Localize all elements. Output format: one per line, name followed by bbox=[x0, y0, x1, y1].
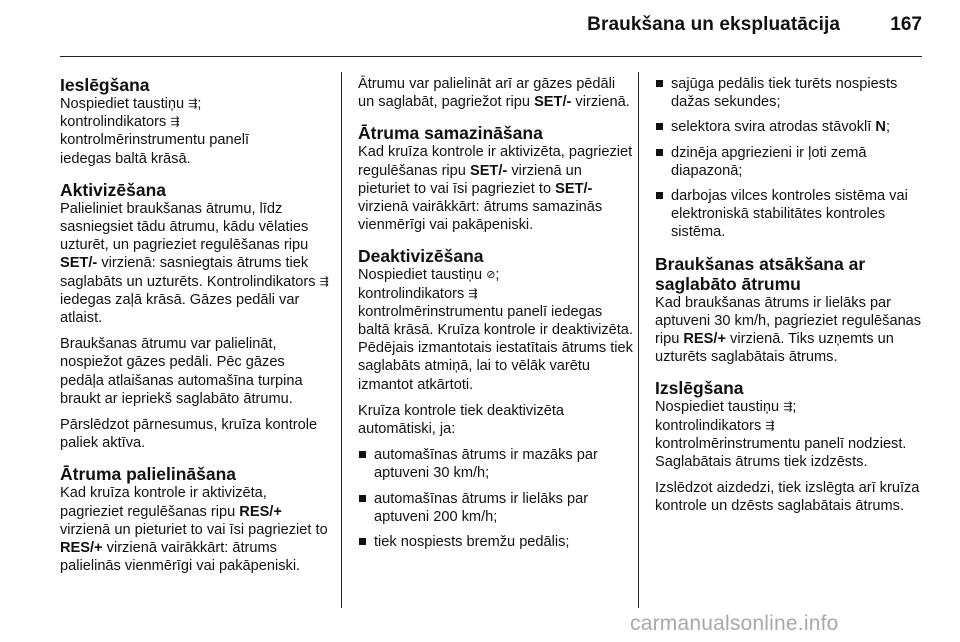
paragraph: Kruīza kontrole tiek deaktivizēta automātiski, ja: bbox=[358, 402, 565, 438]
page-number: 167 bbox=[890, 14, 922, 35]
section-speed-increase bbox=[60, 464, 332, 575]
paragraph bbox=[60, 95, 332, 168]
control-label: RES/+ bbox=[60, 540, 103, 557]
control-label: RES/+ bbox=[239, 503, 282, 520]
list-item: tiek nospiests bremžu pedālis; bbox=[358, 533, 633, 551]
list-item: dzinēja apgriezieni ir ļoti zemā diapazonā; bbox=[655, 144, 930, 180]
section-deactivation bbox=[358, 246, 633, 551]
list-item: sajūga pedālis tiek turēts nospiests dažas sekundes; bbox=[655, 75, 930, 111]
text: ; bbox=[792, 399, 797, 416]
control-label: SET/- bbox=[555, 180, 593, 197]
list-item: automašīnas ātrums ir lielāks par aptuveni 200 km/h; bbox=[358, 490, 633, 526]
page-title: Braukšana un ekspluatācija bbox=[587, 14, 840, 35]
text: ; bbox=[197, 96, 202, 112]
control-label: SET/- bbox=[60, 255, 98, 272]
paragraph bbox=[655, 294, 930, 367]
list-item: darbojas vilces kontroles sistēma vai elektroniskā stabilitātes kontroles sistēma. bbox=[655, 187, 930, 242]
text: kontrolindikators bbox=[60, 114, 171, 131]
control-label: RES/+ bbox=[683, 331, 726, 348]
section-heading: Ieslēgšana bbox=[60, 75, 150, 95]
watermark: carmanualsonline.info bbox=[630, 612, 839, 635]
text: virzienā un pieturiet to vai īsi pagrieziet to bbox=[358, 162, 582, 197]
header-divider bbox=[60, 56, 922, 57]
list-item: automašīnas ātrums ir mazāks par aptuveni 30 km/h; bbox=[358, 446, 633, 482]
text: iedegas baltā krāsā. bbox=[60, 150, 191, 167]
section-heading: Braukšanas atsākšana ar saglabāto ātrumu bbox=[655, 253, 866, 294]
text: Kad kruīza kontrole ir aktivizēta, pagrieziet regulēšanas ripu bbox=[358, 144, 633, 179]
text: Palieliniet braukšanas ātrumu, līdz sasniegsiet tādu ātrumu, kādu vēlaties uzturēt, un pagrieziet regulēšanas ripu bbox=[60, 200, 309, 254]
text: Ātrumu var palielināt arī ar gāzes pēdāli un saglabāt, pagriežot ripu bbox=[358, 76, 616, 111]
column-divider bbox=[341, 72, 342, 608]
text: Nospiediet taustiņu bbox=[60, 96, 189, 112]
section-resume bbox=[655, 254, 930, 367]
text: kontrolmērinstrumentu panelī bbox=[60, 132, 249, 149]
section-switch-off bbox=[655, 378, 930, 515]
paragraph bbox=[60, 200, 332, 327]
column-divider bbox=[638, 72, 639, 608]
section-heading: Aktivizēšana bbox=[60, 179, 167, 200]
column-2 bbox=[358, 75, 633, 559]
cruise-control-icon: ⇶ bbox=[170, 116, 180, 129]
text: Kad kruīza kontrole ir aktivizēta, pagrieziet regulēšanas ripu bbox=[60, 485, 267, 520]
text: virzienā. bbox=[571, 94, 630, 111]
cruise-control-icon: ⇶ bbox=[468, 287, 478, 300]
cruise-control-icon: ⇶ bbox=[188, 98, 198, 110]
section-heading: Ātruma samazināšana bbox=[358, 123, 543, 144]
section-heading: Izslēgšana bbox=[655, 378, 744, 399]
paragraph bbox=[358, 266, 633, 393]
paragraph bbox=[358, 143, 633, 234]
control-label: SET/- bbox=[534, 94, 572, 111]
page-header bbox=[0, 0, 960, 58]
text: ; bbox=[885, 119, 891, 136]
column-1 bbox=[60, 75, 332, 583]
cruise-control-icon: ⇶ bbox=[783, 401, 793, 414]
text: virzienā: sasniegtais ātrums tiek saglabāts un uzturēts. Kontrolindikators bbox=[60, 255, 320, 290]
text: Nospiediet taustiņu bbox=[358, 267, 487, 284]
section-switch-on bbox=[60, 75, 332, 168]
text: kontrolindikators bbox=[655, 417, 766, 434]
cruise-control-icon: ⇶ bbox=[319, 275, 329, 288]
gear-position-label: N bbox=[875, 119, 886, 136]
list-item bbox=[655, 118, 930, 136]
column-3 bbox=[655, 75, 930, 524]
text: virzienā. Tiks uzņemts un uzturēts saglabātais ātrums. bbox=[655, 331, 894, 366]
paragraph: Pārslēdzot pārnesumus, kruīza kontrole paliek aktīva. bbox=[60, 417, 318, 452]
paragraph: Izslēdzot aizdedzi, tiek izslēgta arī kruīza kontrole un dzēsts saglabātais ātrums. bbox=[655, 480, 920, 515]
text: selektora svira atrodas stāvoklī bbox=[671, 119, 876, 136]
bullet-list bbox=[655, 75, 930, 242]
bullet-list bbox=[358, 446, 633, 551]
section-heading: Deaktivizēšana bbox=[358, 246, 484, 267]
paragraph bbox=[60, 484, 332, 575]
paragraph: Braukšanas ātrumu var palielināt, nospiežot gāzes pedāli. Pēc gāzes pedāļa atlaišanas automašīna turpina braukt ar iepriekš saglabāto ātrumu. bbox=[60, 336, 303, 407]
text: virzienā vairākkārt: ātrums palielinās vienmērīgi vai pakāpeniski. bbox=[60, 540, 301, 575]
paragraph bbox=[358, 75, 633, 111]
cancel-icon: ⊘ bbox=[486, 269, 496, 282]
text: kontrolmērinstrumentu panelī nodziest. Saglabātais ātrums tiek izdzēsts. bbox=[655, 435, 907, 471]
text: virzienā un pieturiet to vai īsi pagrieziet to bbox=[60, 521, 328, 538]
section-heading: Ātruma palielināšana bbox=[60, 464, 237, 485]
cruise-control-icon: ⇶ bbox=[765, 419, 775, 432]
text: Kad braukšanas ātrums ir lielāks par aptuveni 30 km/h, pagrieziet regulēšanas ripu bbox=[655, 294, 922, 348]
text: iedegas zaļā krāsā. Gāzes pedāli var atlaist. bbox=[60, 291, 300, 327]
paragraph bbox=[655, 398, 930, 471]
text: kontrolindikators bbox=[358, 285, 469, 302]
text: Nospiediet taustiņu bbox=[655, 399, 784, 416]
section-activation bbox=[60, 180, 332, 453]
text: ; bbox=[495, 267, 500, 284]
section-speed-decrease bbox=[358, 123, 633, 234]
text: virzienā vairākkārt: ātrums samazinās vienmērīgi vai pakāpeniski. bbox=[358, 199, 603, 234]
control-label: SET/- bbox=[469, 162, 508, 179]
text: kontrolmērinstrumentu panelī iedegas baltā krāsā. Kruīza kontrole ir deaktivizēta. Pēdējais izmantotais iestatītais ātrums tiek saglabāts atmiņā, lai to vēlāk varētu izmantot atkārtoti. bbox=[358, 303, 633, 393]
